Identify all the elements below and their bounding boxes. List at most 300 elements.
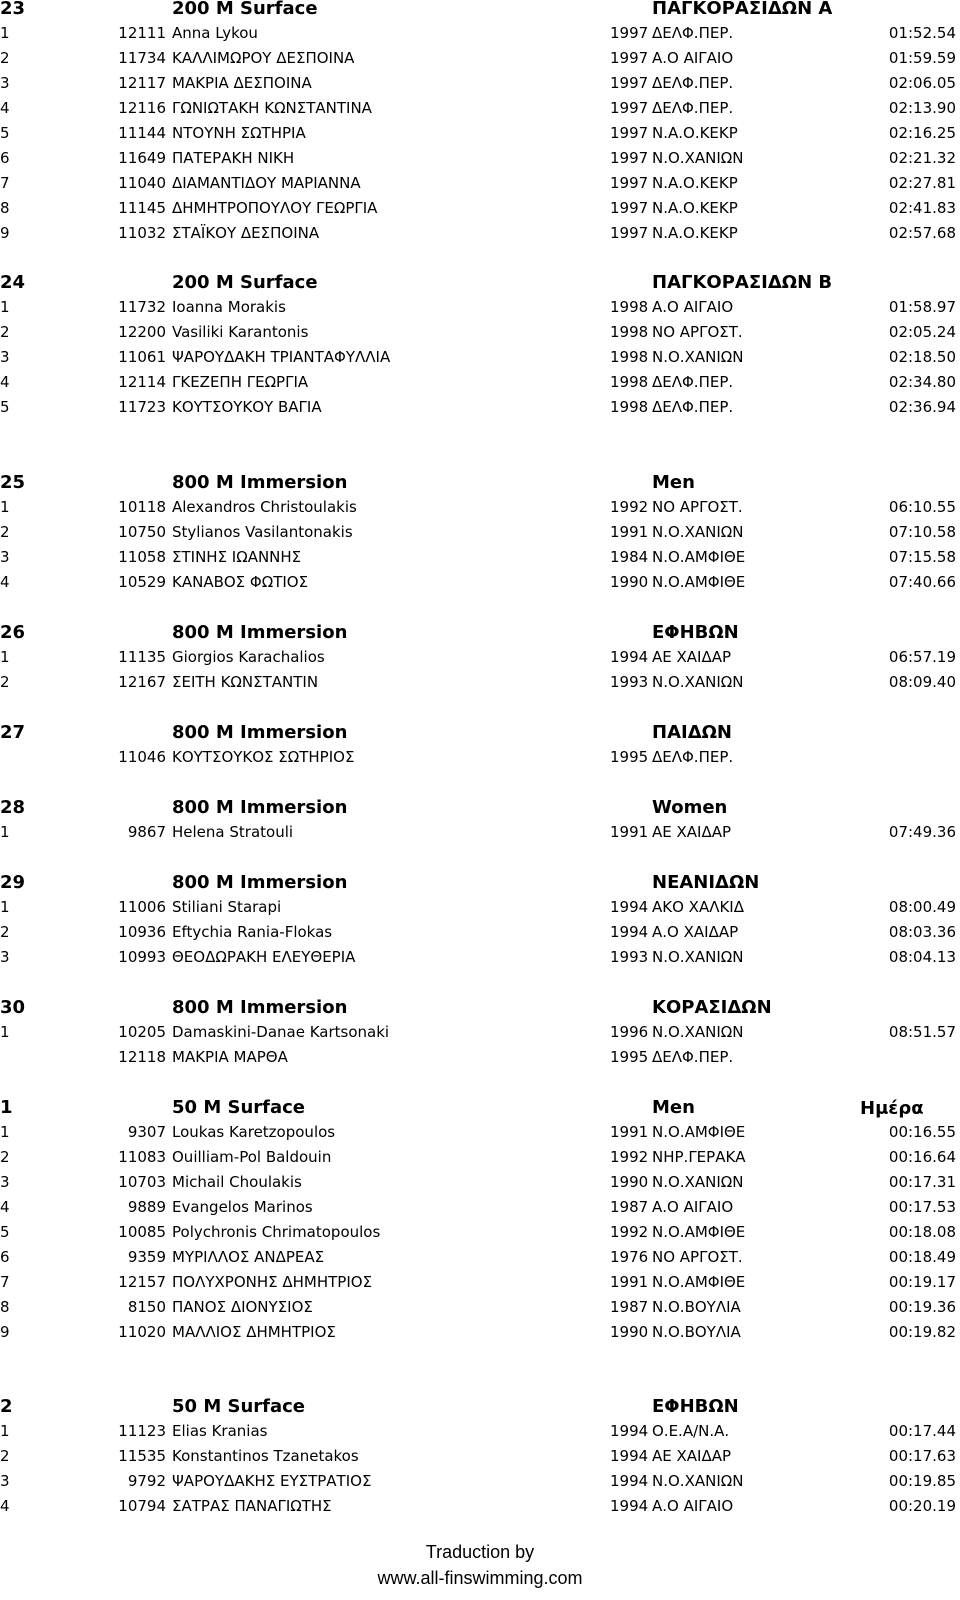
athlete-name: ΠΟΛΥΧΡΟΝΗΣ ΔΗΜΗΤΡΙΟΣ (172, 1273, 373, 1291)
result-time: 02:06.05 (888, 74, 956, 92)
place: 2 (0, 673, 10, 691)
place: 2 (0, 523, 10, 541)
birth-year: 1997 (610, 49, 649, 67)
club: Ν.Ο.ΒΟΥΛΙΑ (652, 1298, 741, 1316)
place: 6 (0, 149, 10, 167)
result-time: 02:13.90 (888, 99, 956, 117)
club: Ν.Ο.ΑΜΦΙΘΕ (652, 548, 746, 566)
athlete-name: Elias Kranias (172, 1422, 268, 1440)
club: Ν.Α.Ο.ΚΕΚΡ (652, 124, 738, 142)
event-header (0, 620, 960, 645)
place: 5 (0, 1223, 10, 1241)
place: 1 (0, 648, 10, 666)
athlete-id: 12167 (118, 673, 166, 691)
place: 6 (0, 1248, 10, 1266)
club: ΔΕΛΦ.ΠΕΡ. (652, 748, 734, 766)
club: ΔΕΛΦ.ΠΕΡ. (652, 398, 734, 416)
result-row (0, 570, 960, 595)
result-time: 08:03.36 (888, 923, 956, 941)
place: 3 (0, 948, 10, 966)
place: 1 (0, 498, 10, 516)
result-time: 00:17.53 (888, 1198, 956, 1216)
event-number: 24 (0, 272, 26, 293)
result-row (0, 121, 960, 146)
result-time: 00:18.49 (888, 1248, 956, 1266)
athlete-name: Michail Choulakis (172, 1173, 302, 1191)
birth-year: 1990 (610, 1323, 649, 1341)
athlete-id: 12111 (118, 24, 166, 42)
athlete-id: 10750 (118, 523, 166, 541)
birth-year: 1997 (610, 99, 649, 117)
place: 4 (0, 1497, 10, 1515)
result-row (0, 1120, 960, 1145)
result-row (0, 221, 960, 246)
event-name: 50 M Surface (172, 1097, 306, 1118)
club: ΝΟ ΑΡΓΟΣΤ. (652, 498, 743, 516)
result-row (0, 1419, 960, 1444)
club: ΝΟ ΑΡΓΟΣΤ. (652, 1248, 743, 1266)
place: 2 (0, 1447, 10, 1465)
place: 5 (0, 398, 10, 416)
birth-year: 1993 (610, 673, 649, 691)
club: ΑΚΟ ΧΑΛΚΙΔ (652, 898, 744, 916)
result-row (0, 745, 960, 770)
club: ΔΕΛΦ.ΠΕΡ. (652, 1048, 734, 1066)
birth-year: 1997 (610, 224, 649, 242)
athlete-name: Alexandros Christoulakis (172, 498, 357, 516)
club: Ν.Α.Ο.ΚΕΚΡ (652, 174, 738, 192)
event-header (0, 270, 960, 295)
athlete-name: ΜΑΚΡΙΑ ΔΕΣΠΟΙΝΑ (172, 74, 312, 92)
event-header (0, 0, 960, 21)
club: ΔΕΛΦ.ΠΕΡ. (652, 373, 734, 391)
result-time: 07:40.66 (888, 573, 956, 591)
birth-year: 1994 (610, 923, 649, 941)
result-row (0, 670, 960, 695)
result-row (0, 1170, 960, 1195)
result-time: 02:05.24 (888, 323, 956, 341)
birth-year: 1987 (610, 1198, 649, 1216)
event-category: ΚΟΡΑΣΙΔΩΝ (652, 997, 772, 1018)
birth-year: 1998 (610, 398, 649, 416)
athlete-id: 10993 (118, 948, 166, 966)
athlete-id: 12116 (118, 99, 166, 117)
event-category: Women (652, 797, 728, 818)
birth-year: 1994 (610, 1422, 649, 1440)
place: 1 (0, 24, 10, 42)
event-category: ΠΑΓΚΟΡΑΣΙΔΩΝ Β (652, 272, 833, 293)
result-row (0, 895, 960, 920)
result-row (0, 1494, 960, 1519)
place: 5 (0, 124, 10, 142)
result-time: 00:19.82 (888, 1323, 956, 1341)
athlete-name: Loukas Karetzopoulos (172, 1123, 336, 1141)
athlete-id: 10529 (118, 573, 166, 591)
birth-year: 1998 (610, 348, 649, 366)
result-time: 08:04.13 (888, 948, 956, 966)
event-category: Men (652, 472, 695, 493)
place: 1 (0, 1123, 10, 1141)
event-header (0, 1394, 960, 1419)
event-header (0, 995, 960, 1020)
place: 1 (0, 823, 10, 841)
athlete-id: 10703 (118, 1173, 166, 1191)
result-time: 07:15.58 (888, 548, 956, 566)
birth-year: 1984 (610, 548, 649, 566)
result-row (0, 1145, 960, 1170)
result-row (0, 21, 960, 46)
event-name: 800 M Immersion (172, 722, 348, 743)
athlete-name: ΣΑΤΡΑΣ ΠΑΝΑΓΙΩΤΗΣ (172, 1497, 332, 1515)
athlete-id: 12118 (118, 1048, 166, 1066)
athlete-name: ΘΕΟΔΩΡΑΚΗ ΕΛΕΥΘΕΡΙΑ (172, 948, 356, 966)
result-time: 07:10.58 (888, 523, 956, 541)
place: 4 (0, 1198, 10, 1216)
event-name: 800 M Immersion (172, 622, 348, 643)
club: Α.Ο ΑΙΓΑΙΟ (652, 298, 734, 316)
event-category: Men (652, 1097, 695, 1118)
athlete-name: ΣΤΑΪΚΟΥ ΔΕΣΠΟΙΝΑ (172, 224, 320, 242)
result-row (0, 545, 960, 570)
athlete-name: ΔΙΑΜΑΝΤΙΔΟΥ ΜΑΡΙΑΝΝΑ (172, 174, 361, 192)
results-section (0, 995, 960, 1070)
club: ΑΕ ΧΑΙΔΑΡ (652, 823, 732, 841)
result-row (0, 395, 960, 420)
athlete-id: 12157 (118, 1273, 166, 1291)
place: 1 (0, 1422, 10, 1440)
place: 8 (0, 1298, 10, 1316)
athlete-name: Stylianos Vasilantonakis (172, 523, 353, 541)
club: Α.Ο ΧΑΙΔΑΡ (652, 923, 739, 941)
athlete-name: ΚΟΥΤΣΟΥΚΟΣ ΣΩΤΗΡΙΟΣ (172, 748, 355, 766)
result-row (0, 1295, 960, 1320)
club: ΝΗΡ.ΓΕΡΑΚΑ (652, 1148, 746, 1166)
birth-year: 1991 (610, 1123, 649, 1141)
result-time: 07:49.36 (888, 823, 956, 841)
place: 3 (0, 548, 10, 566)
result-row (0, 1020, 960, 1045)
athlete-id: 11040 (118, 174, 166, 192)
club: Ν.Ο.ΑΜΦΙΘΕ (652, 1123, 746, 1141)
athlete-id: 11058 (118, 548, 166, 566)
result-time: 08:51.57 (888, 1023, 956, 1041)
athlete-id: 9889 (127, 1198, 166, 1216)
result-time: 08:09.40 (888, 673, 956, 691)
result-row (0, 370, 960, 395)
club: Ν.Ο.ΧΑΝΙΩΝ (652, 673, 744, 691)
athlete-name: ΣΕΙΤΗ ΚΩΝΣΤΑΝΤΙΝ (172, 673, 319, 691)
result-row (0, 1245, 960, 1270)
place: 1 (0, 298, 10, 316)
result-row (0, 495, 960, 520)
athlete-name: ΚΟΥΤΣΟΥΚΟΥ ΒΑΓΙΑ (172, 398, 322, 416)
result-time: 00:17.31 (888, 1173, 956, 1191)
place: 3 (0, 74, 10, 92)
athlete-name: Helena Stratouli (172, 823, 294, 841)
club: ΑΕ ΧΑΙΔΑΡ (652, 648, 732, 666)
result-time: 01:58.97 (888, 298, 956, 316)
athlete-id: 9307 (127, 1123, 166, 1141)
result-time: 02:41.83 (888, 199, 956, 217)
event-category: ΕΦΗΒΩΝ (652, 622, 739, 643)
athlete-name: Ioanna Morakis (172, 298, 286, 316)
birth-year: 1996 (610, 1023, 649, 1041)
results-section (0, 720, 960, 770)
athlete-id: 11732 (118, 298, 166, 316)
athlete-id: 11145 (118, 199, 166, 217)
athlete-id: 11135 (118, 648, 166, 666)
result-time: 02:36.94 (888, 398, 956, 416)
event-category: ΠΑΓΚΟΡΑΣΙΔΩΝ Α (652, 0, 833, 19)
birth-year: 1994 (610, 1472, 649, 1490)
birth-year: 1998 (610, 323, 649, 341)
result-time: 00:20.19 (888, 1497, 956, 1515)
place: 3 (0, 1472, 10, 1490)
athlete-name: ΨΑΡΟΥΔΑΚΗΣ ΕΥΣΤΡΑΤΙΟΣ (172, 1472, 372, 1490)
result-time: 00:19.17 (888, 1273, 956, 1291)
club: Α.Ο ΑΙΓΑΙΟ (652, 49, 734, 67)
athlete-id: 11020 (118, 1323, 166, 1341)
athlete-name: ΠΑΤΕΡΑΚΗ ΝΙΚΗ (172, 149, 295, 167)
birth-year: 1990 (610, 573, 649, 591)
results-section (0, 620, 960, 695)
birth-year: 1991 (610, 523, 649, 541)
place: 7 (0, 174, 10, 192)
event-number: 27 (0, 722, 26, 743)
club: Ν.Α.Ο.ΚΕΚΡ (652, 199, 738, 217)
athlete-name: ΨΑΡΟΥΔΑΚΗ ΤΡΙΑΝΤΑΦΥΛΛΙΑ (172, 348, 391, 366)
club: Ν.Ο.ΧΑΝΙΩΝ (652, 1173, 744, 1191)
result-row (0, 1045, 960, 1070)
athlete-name: Polychronis Chrimatopoulos (172, 1223, 381, 1241)
birth-year: 1994 (610, 648, 649, 666)
event-header (0, 1095, 960, 1120)
place: 4 (0, 99, 10, 117)
result-row (0, 345, 960, 370)
event-name: 200 M Surface (172, 0, 318, 19)
event-number: 26 (0, 622, 26, 643)
birth-year: 1992 (610, 1223, 649, 1241)
athlete-name: ΚΑΝΑΒΟΣ ΦΩΤΙΟΣ (172, 573, 309, 591)
birth-year: 1993 (610, 948, 649, 966)
result-row (0, 46, 960, 71)
birth-year: 1992 (610, 1148, 649, 1166)
place: 1 (0, 898, 10, 916)
birth-year: 1991 (610, 823, 649, 841)
result-time: 06:10.55 (888, 498, 956, 516)
club: Ν.Ο.ΧΑΝΙΩΝ (652, 948, 744, 966)
club: Ο.Ε.Α/Ν.Α. (652, 1422, 730, 1440)
birth-year: 1994 (610, 1497, 649, 1515)
athlete-id: 8150 (127, 1298, 166, 1316)
club: Α.Ο ΑΙΓΑΙΟ (652, 1497, 734, 1515)
event-header (0, 795, 960, 820)
result-time: 06:57.19 (888, 648, 956, 666)
result-row (0, 1270, 960, 1295)
birth-year: 1997 (610, 149, 649, 167)
result-time: 00:16.55 (888, 1123, 956, 1141)
club: ΔΕΛΦ.ΠΕΡ. (652, 74, 734, 92)
event-name: 800 M Immersion (172, 472, 348, 493)
results-section (0, 1394, 960, 1519)
place: 7 (0, 1273, 10, 1291)
event-name: 50 M Surface (172, 1396, 306, 1417)
athlete-name: Stiliani Starapi (172, 898, 282, 916)
birth-year: 1998 (610, 373, 649, 391)
athlete-name: ΓΚΕΖΕΠΗ ΓΕΩΡΓΙΑ (172, 373, 309, 391)
birth-year: 1997 (610, 124, 649, 142)
athlete-name: Anna Lykou (172, 24, 258, 42)
club: Ν.Ο.ΧΑΝΙΩΝ (652, 1472, 744, 1490)
footer-url: www.all-finswimming.com (377, 1568, 583, 1588)
result-row (0, 96, 960, 121)
birth-year: 1992 (610, 498, 649, 516)
athlete-name: ΔΗΜΗΤΡΟΠΟΥΛΟΥ ΓΕΩΡΓΙΑ (172, 199, 378, 217)
birth-year: 1997 (610, 24, 649, 42)
result-time: 01:52.54 (888, 24, 956, 42)
club: ΑΕ ΧΑΙΔΑΡ (652, 1447, 732, 1465)
event-number: 1 (0, 1097, 13, 1118)
day-label: Ημέρα (860, 1098, 924, 1119)
event-number: 2 (0, 1396, 13, 1417)
footer-credit: Traduction by (425, 1542, 535, 1562)
result-time: 00:19.85 (888, 1472, 956, 1490)
results-section (0, 1095, 960, 1345)
place: 4 (0, 573, 10, 591)
birth-year: 1997 (610, 74, 649, 92)
event-header (0, 870, 960, 895)
results-section (0, 470, 960, 595)
result-row (0, 945, 960, 970)
event-header (0, 720, 960, 745)
athlete-id: 11083 (118, 1148, 166, 1166)
result-row (0, 71, 960, 96)
athlete-name: ΜΑΚΡΙΑ ΜΑΡΘΑ (172, 1048, 288, 1066)
results-section (0, 870, 960, 970)
athlete-id: 12114 (118, 373, 166, 391)
club: Ν.Ο.ΧΑΝΙΩΝ (652, 348, 744, 366)
club: Ν.Ο.ΑΜΦΙΘΕ (652, 573, 746, 591)
athlete-id: 11144 (118, 124, 166, 142)
result-row (0, 1195, 960, 1220)
event-number: 29 (0, 872, 26, 893)
place: 8 (0, 199, 10, 217)
athlete-name: Eftychia Rania-Flokas (172, 923, 333, 941)
place: 4 (0, 373, 10, 391)
club: Α.Ο ΑΙΓΑΙΟ (652, 1198, 734, 1216)
athlete-id: 10118 (118, 498, 166, 516)
athlete-id: 11032 (118, 224, 166, 242)
athlete-id: 11649 (118, 149, 166, 167)
birth-year: 1998 (610, 298, 649, 316)
result-time: 08:00.49 (888, 898, 956, 916)
athlete-id: 11723 (118, 398, 166, 416)
place: 9 (0, 224, 10, 242)
athlete-name: ΣΤΙΝΗΣ ΙΩΑΝΝΗΣ (172, 548, 302, 566)
event-header (0, 470, 960, 495)
athlete-id: 11734 (118, 49, 166, 67)
result-row (0, 196, 960, 221)
birth-year: 1997 (610, 199, 649, 217)
event-name: 200 M Surface (172, 272, 318, 293)
place: 9 (0, 1323, 10, 1341)
athlete-id: 9867 (127, 823, 166, 841)
result-time: 01:59.59 (888, 49, 956, 67)
athlete-name: Damaskini-Danae Kartsonaki (172, 1023, 390, 1041)
birth-year: 1997 (610, 174, 649, 192)
athlete-id: 11061 (118, 348, 166, 366)
result-time: 02:18.50 (888, 348, 956, 366)
event-category: ΕΦΗΒΩΝ (652, 1396, 739, 1417)
event-category: ΠΑΙΔΩΝ (652, 722, 732, 743)
athlete-id: 10794 (118, 1497, 166, 1515)
event-name: 800 M Immersion (172, 797, 348, 818)
result-row (0, 171, 960, 196)
result-row (0, 920, 960, 945)
birth-year: 1995 (610, 748, 649, 766)
place: 2 (0, 1148, 10, 1166)
result-time: 02:21.32 (888, 149, 956, 167)
birth-year: 1994 (610, 1447, 649, 1465)
athlete-id: 9792 (127, 1472, 166, 1490)
event-number: 23 (0, 0, 26, 19)
event-number: 28 (0, 797, 26, 818)
place: 2 (0, 323, 10, 341)
result-time: 00:17.63 (888, 1447, 956, 1465)
results-section (0, 795, 960, 845)
event-category: ΝΕΑΝΙΔΩΝ (652, 872, 760, 893)
birth-year: 1976 (610, 1248, 649, 1266)
club: ΔΕΛΦ.ΠΕΡ. (652, 24, 734, 42)
athlete-name: ΓΩΝΙΩΤΑΚΗ ΚΩΝΣΤΑΝΤΙΝΑ (172, 99, 372, 117)
result-time: 00:19.36 (888, 1298, 956, 1316)
result-time: 02:16.25 (888, 124, 956, 142)
athlete-id: 9359 (127, 1248, 166, 1266)
athlete-name: ΚΑΛΛΙΜΩΡΟΥ ΔΕΣΠΟΙΝΑ (172, 49, 355, 67)
athlete-id: 10936 (118, 923, 166, 941)
athlete-name: ΠΑΝΟΣ ΔΙΟΝΥΣΙΟΣ (172, 1298, 313, 1316)
results-section (0, 270, 960, 420)
club: ΝΟ ΑΡΓΟΣΤ. (652, 323, 743, 341)
club: Ν.Ο.ΧΑΝΙΩΝ (652, 149, 744, 167)
event-name: 800 M Immersion (172, 872, 348, 893)
birth-year: 1991 (610, 1273, 649, 1291)
athlete-name: ΜΥΡΙΛΛΟΣ ΑΝΔΡΕΑΣ (172, 1248, 325, 1266)
result-row (0, 820, 960, 845)
club: Ν.Α.Ο.ΚΕΚΡ (652, 224, 738, 242)
club: Ν.Ο.ΧΑΝΙΩΝ (652, 1023, 744, 1041)
athlete-id: 11535 (118, 1447, 166, 1465)
result-time: 00:18.08 (888, 1223, 956, 1241)
birth-year: 1990 (610, 1173, 649, 1191)
place: 3 (0, 1173, 10, 1191)
result-row (0, 295, 960, 320)
athlete-name: Giorgios Karachalios (172, 648, 325, 666)
result-row (0, 1220, 960, 1245)
athlete-name: ΝΤΟΥΝΗ ΣΩΤΗΡΙΑ (172, 124, 306, 142)
club: ΔΕΛΦ.ΠΕΡ. (652, 99, 734, 117)
result-row (0, 1469, 960, 1494)
club: Ν.Ο.ΧΑΝΙΩΝ (652, 523, 744, 541)
place: 2 (0, 923, 10, 941)
club: Ν.Ο.ΒΟΥΛΙΑ (652, 1323, 741, 1341)
athlete-name: Vasiliki Karantonis (172, 323, 309, 341)
result-row (0, 146, 960, 171)
results-section (0, 0, 960, 246)
place: 2 (0, 49, 10, 67)
result-row (0, 1320, 960, 1345)
birth-year: 1994 (610, 898, 649, 916)
